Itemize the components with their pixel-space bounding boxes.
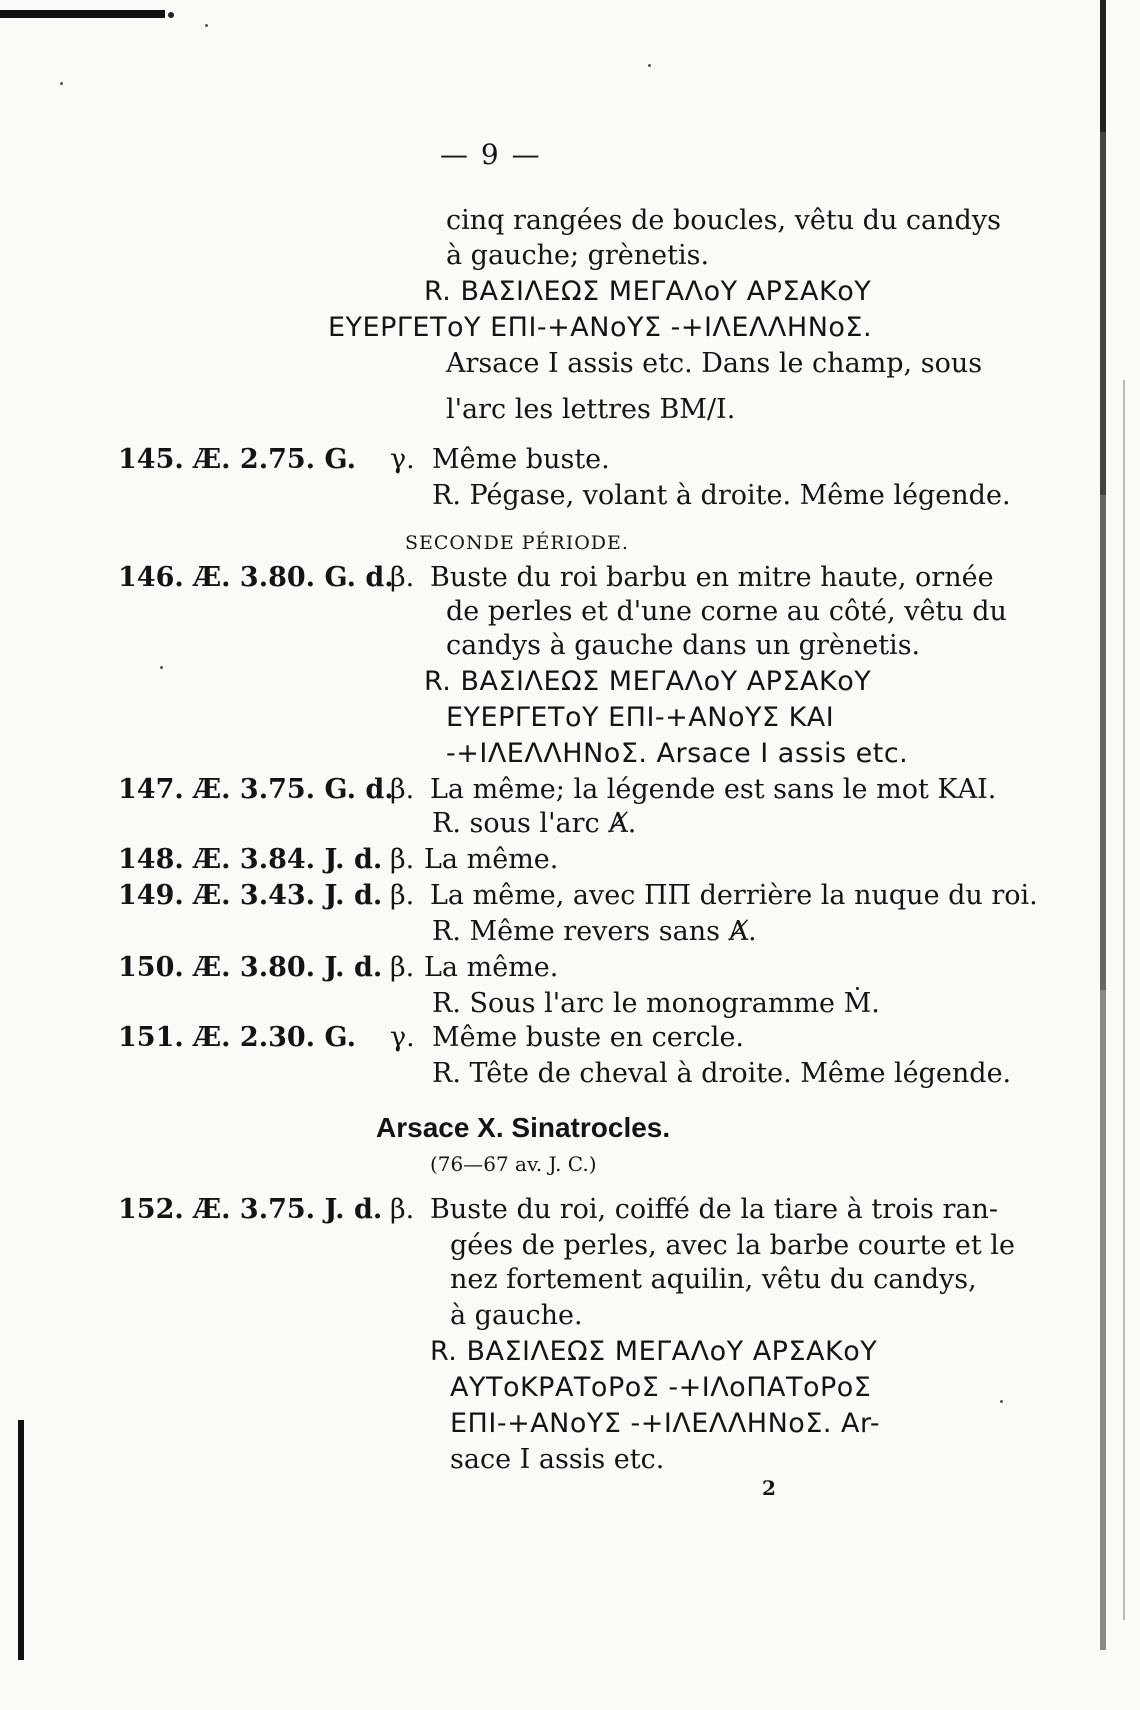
entry-146-number: 146. Æ. 3.80. G. d. bbox=[118, 562, 394, 593]
entry-145-grade: γ. bbox=[390, 444, 415, 475]
entry-148-number: 148. Æ. 3.84. J. d. bbox=[118, 844, 383, 875]
entry-146-line: Buste du roi barbu en mitre haute, ornée bbox=[430, 562, 994, 593]
text-line: l'arc les lettres ΒΜ/Ι. bbox=[446, 394, 736, 425]
speck bbox=[1000, 1400, 1003, 1403]
ink-bar-mark bbox=[0, 10, 165, 18]
legend-line: R. ΒΑΣΙΛΕΩΣ ΜΕΓΑΛοΥ ΑΡΣΑΚοΥ bbox=[430, 1336, 878, 1367]
signature-mark: 2 bbox=[762, 1476, 776, 1500]
entry-152-line: gées de perles, avec la barbe courte et le bbox=[450, 1230, 1015, 1261]
entry-152-grade: β. bbox=[390, 1194, 415, 1225]
legend-line: ΕΥΕΡΓΕΤοΥ ΕΠΙ-+ΑΝοΥΣ ΚΑΙ bbox=[446, 702, 835, 733]
entry-151-line: R. Tête de cheval à droite. Même légende. bbox=[432, 1058, 1012, 1089]
entry-151-grade: γ. bbox=[390, 1022, 415, 1053]
entry-150-line: R. Sous l'arc le monogramme Ṁ. bbox=[432, 988, 880, 1019]
entry-145-line: R. Pégase, volant à droite. Même légende. bbox=[432, 480, 1011, 511]
entry-152-line: Buste du roi, coiffé de la tiare à trois ran- bbox=[430, 1194, 998, 1225]
speck bbox=[205, 24, 208, 27]
entry-151-number: 151. Æ. 2.30. G. bbox=[118, 1022, 356, 1053]
entry-148-line: La même. bbox=[424, 844, 559, 875]
ink-dot-mark bbox=[168, 12, 174, 18]
binding-edge-left bbox=[18, 1420, 24, 1660]
entry-147-line: La même; la légende est sans le mot ΚΑΙ. bbox=[430, 774, 997, 805]
legend-line: R. ΒΑΣΙΛΕΩΣ ΜΕΓΑΛοΥ ΑΡΣΑΚοΥ bbox=[424, 666, 872, 697]
entry-145-line: Même buste. bbox=[432, 444, 610, 475]
entry-152-line: nez fortement aquilin, vêtu du candys, bbox=[450, 1264, 977, 1295]
entry-149-grade: β. bbox=[390, 880, 415, 911]
text-line: cinq rangées de boucles, vêtu du candys bbox=[446, 205, 1001, 236]
entry-151-line: Même buste en cercle. bbox=[432, 1022, 745, 1053]
speck bbox=[160, 666, 163, 669]
section-heading: Arsace X. Sinatrocles. bbox=[376, 1112, 671, 1143]
period-heading: SECONDE PÉRIODE. bbox=[405, 532, 629, 554]
speck bbox=[60, 82, 63, 85]
text-line: Arsace I assis etc. Dans le champ, sous bbox=[446, 348, 983, 379]
entry-152-number: 152. Æ. 3.75. J. d. bbox=[118, 1194, 383, 1225]
text-line: à gauche; grènetis. bbox=[446, 240, 710, 271]
entry-146-grade: β. bbox=[390, 562, 415, 593]
entry-150-line: La même. bbox=[424, 952, 559, 983]
entry-149-number: 149. Æ. 3.43. J. d. bbox=[118, 880, 383, 911]
entry-145-number: 145. Æ. 2.75. G. bbox=[118, 444, 356, 475]
entry-152-line: à gauche. bbox=[450, 1300, 583, 1331]
legend-line: -+ΙΛΕΛΛΗΝοΣ. Arsace I assis etc. bbox=[446, 738, 909, 769]
entry-150-number: 150. Æ. 3.80. J. d. bbox=[118, 952, 383, 983]
speck bbox=[648, 64, 651, 67]
entry-146-line: de perles et d'une corne au côté, vêtu du bbox=[446, 596, 1007, 627]
legend-line: R. ΒΑΣΙΛΕΩΣ ΜΕΓΑΛοΥ ΑΡΣΑΚοΥ bbox=[424, 276, 872, 307]
entry-152-line: sace I assis etc. bbox=[450, 1444, 665, 1475]
entry-147-grade: β. bbox=[390, 774, 415, 805]
entry-150-grade: β. bbox=[390, 952, 415, 983]
entry-147-number: 147. Æ. 3.75. G. d. bbox=[118, 774, 394, 805]
entry-148-grade: β. bbox=[390, 844, 415, 875]
entry-146-line: candys à gauche dans un grènetis. bbox=[446, 630, 921, 661]
entry-149-line: La même, avec ΠΠ derrière la nuque du roi. bbox=[430, 880, 1038, 911]
binding-shadow-right bbox=[1123, 380, 1125, 1620]
legend-line: ΕΠΙ-+ΑΝοΥΣ -+ΙΛΕΛΛΗΝοΣ. Ar- bbox=[450, 1408, 881, 1439]
legend-line: ΕΥΕΡΓΕΤοΥ ΕΠΙ-+ΑΝοΥΣ -+ΙΛΕΛΛΗΝοΣ. bbox=[328, 312, 873, 343]
section-dates: (76—67 av. J. C.) bbox=[430, 1152, 597, 1176]
page-number: — 9 — bbox=[440, 138, 542, 171]
binding-edge-right bbox=[1100, 0, 1106, 1650]
entry-147-line: R. sous l'arc Ⱥ. bbox=[432, 808, 637, 839]
entry-149-line: R. Même revers sans Ⱥ. bbox=[432, 916, 757, 947]
legend-line: ΑΥΤοΚΡΑΤοΡοΣ -+ΙΛοΠΑΤοΡοΣ bbox=[450, 1372, 872, 1403]
